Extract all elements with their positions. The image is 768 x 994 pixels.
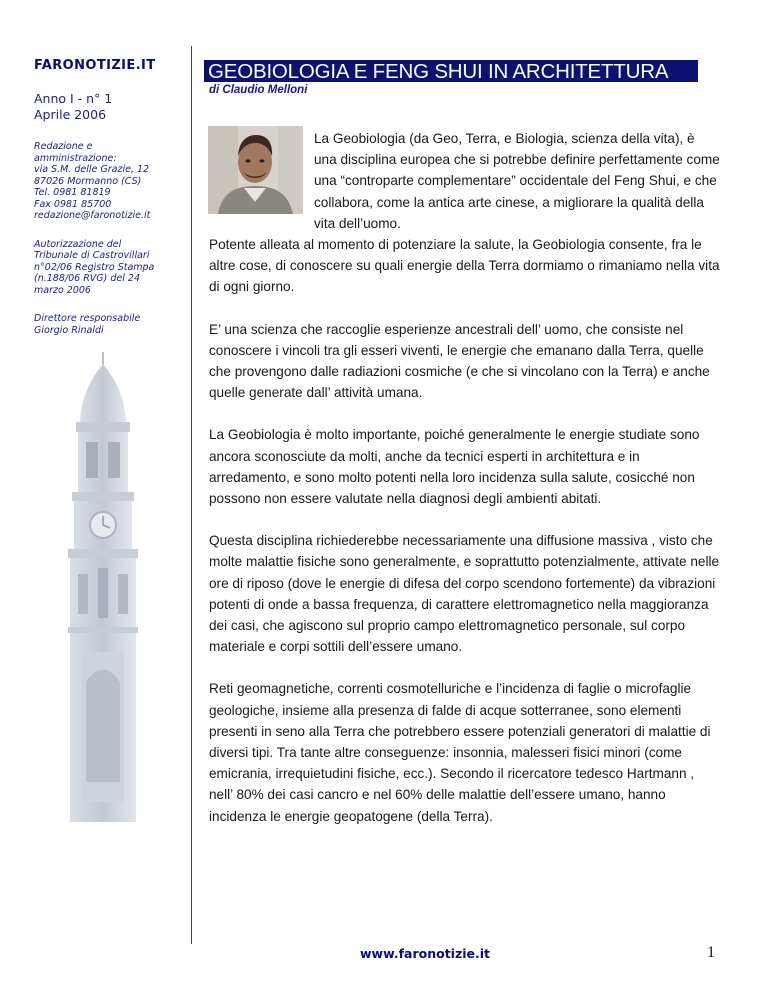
autorizzazione-line: Tribunale di Castrovillari — [34, 250, 150, 261]
footer-website-link[interactable]: www.faronotizie.it — [360, 946, 491, 961]
article-body — [209, 128, 721, 848]
column-divider — [191, 46, 192, 944]
redazione-line: amministrazione: — [34, 152, 117, 164]
paragraph-2 — [209, 234, 721, 298]
paragraph-3 — [209, 319, 721, 404]
direttore-block — [34, 313, 184, 336]
redazione-line: 87026 Mormanno (CS) — [34, 175, 142, 187]
autorizzazione-line: Autorizzazione del — [34, 238, 122, 250]
autorizzazione-line: marzo 2006 — [34, 284, 91, 296]
issue-date: Aprile 2006 — [34, 107, 107, 122]
redazione-line: Redazione e — [34, 141, 93, 152]
redazione-line: Tel. 0981 81819 — [34, 187, 111, 198]
issue-info — [34, 91, 184, 123]
direttore-name: Giorgio Rinaldi — [34, 324, 104, 336]
autorizzazione-line: (n.188/06 RVG) del 24 — [34, 273, 140, 284]
brand-name: FARONOTIZIE.IT — [34, 58, 156, 73]
page-number: 1 — [707, 944, 715, 961]
paragraph-text: La Geobiologia è molto importante, poiché generalmente le energie studiate sono ancora sconosciute da molti, anche da tecnici esperti in architettura e in arredamento, e sono molto potenti nella loro incidenza sulla salute, cosicché non possono non essere valutate nella diagnosi degli ambienti abitati. — [209, 427, 700, 507]
direttore-label: Direttore responsabile — [34, 313, 141, 324]
paragraph-6 — [209, 678, 721, 826]
redazione-email[interactable]: redazione@faronotizie.it — [34, 210, 151, 221]
bell-tower-image — [48, 352, 158, 822]
autorizzazione-block — [34, 239, 184, 297]
redazione-line: via S.M. delle Grazie, 12 — [34, 164, 150, 175]
paragraph-text: Reti geomagnetiche, correnti cosmotelluriche e l’incidenza di faglie o microfaglie geologiche, insieme alla presenza di falde di acque sotterranee, sono elementi presenti in seno alla Terra che potrebbero essere potenziali generatori di malattie di diversi tipi. Tra tante altre conseguenze: insonnia, malesseri fisici minori (come emicrania, irrequietudini fisiche, ecc.). Secondo il ricercatore tedesco Hartmann , nell’ 80% dei casi cancro e nel 60% delle malattie dell’essere umano, hanno incidenza le energie geopatogene (della Terra). — [209, 681, 711, 824]
paragraph-text: Potente alleata al momento di potenziare la salute, la Geobiologia consente, fra le altre cose, di conoscere su quali energie della Terra dormiamo o rimaniamo nella vita di ogni giorno. — [209, 237, 720, 295]
paragraph-text: La Geobiologia (da Geo, Terra, e Biologia, scienza della vita), è una disciplina europea che si potrebbe definire perfettamente come una “controparte complementare” occidentale del Feng Shui, e che collabora, come la antica arte cinese, a migliorare la qualità della vita dell’uomo. — [314, 131, 720, 231]
paragraph-4 — [209, 424, 721, 509]
article-title: GEOBIOLOGIA E FENG SHUI IN ARCHITETTURA — [204, 60, 698, 82]
photo-spacer — [209, 128, 314, 214]
redazione-block — [34, 141, 184, 222]
article-author: di Claudio Melloni — [209, 84, 308, 96]
paragraph-5 — [209, 530, 721, 657]
paragraph-text: Questa disciplina richiederebbe necessariamente una diffusione massiva , visto che molte malattie fisiche sono generalmente, e soprattutto potenzialmente, attivate nelle ore di riposo (dove le energie di difesa del corpo scendono fortemente) da vibrazioni potenti di onde a bassa frequenza, di carattere elettromagnetico nella maggioranza dei casi, che agiscono sul proprio campo elettromagnetico personale, sul corpo materiale e corpi sottili dell’essere umano. — [209, 533, 720, 655]
redazione-line: Fax 0981 85700 — [34, 198, 112, 210]
paragraph-text: E’ una scienza che raccoglie esperienze ancestrali dell’ uomo, che consiste nel conoscere i vincoli tra gli esseri viventi, le energie che emanano dalla Terra, quelle che provengono dalle radiazioni cosmiche (e che si vincolano con la Terra) e anche quelle generate dall’ attività umana. — [209, 321, 710, 401]
autorizzazione-line: n°02/06 Registro Stampa — [34, 261, 155, 273]
masthead-sidebar — [34, 58, 184, 336]
issue-number: Anno I - n° 1 — [34, 91, 113, 106]
